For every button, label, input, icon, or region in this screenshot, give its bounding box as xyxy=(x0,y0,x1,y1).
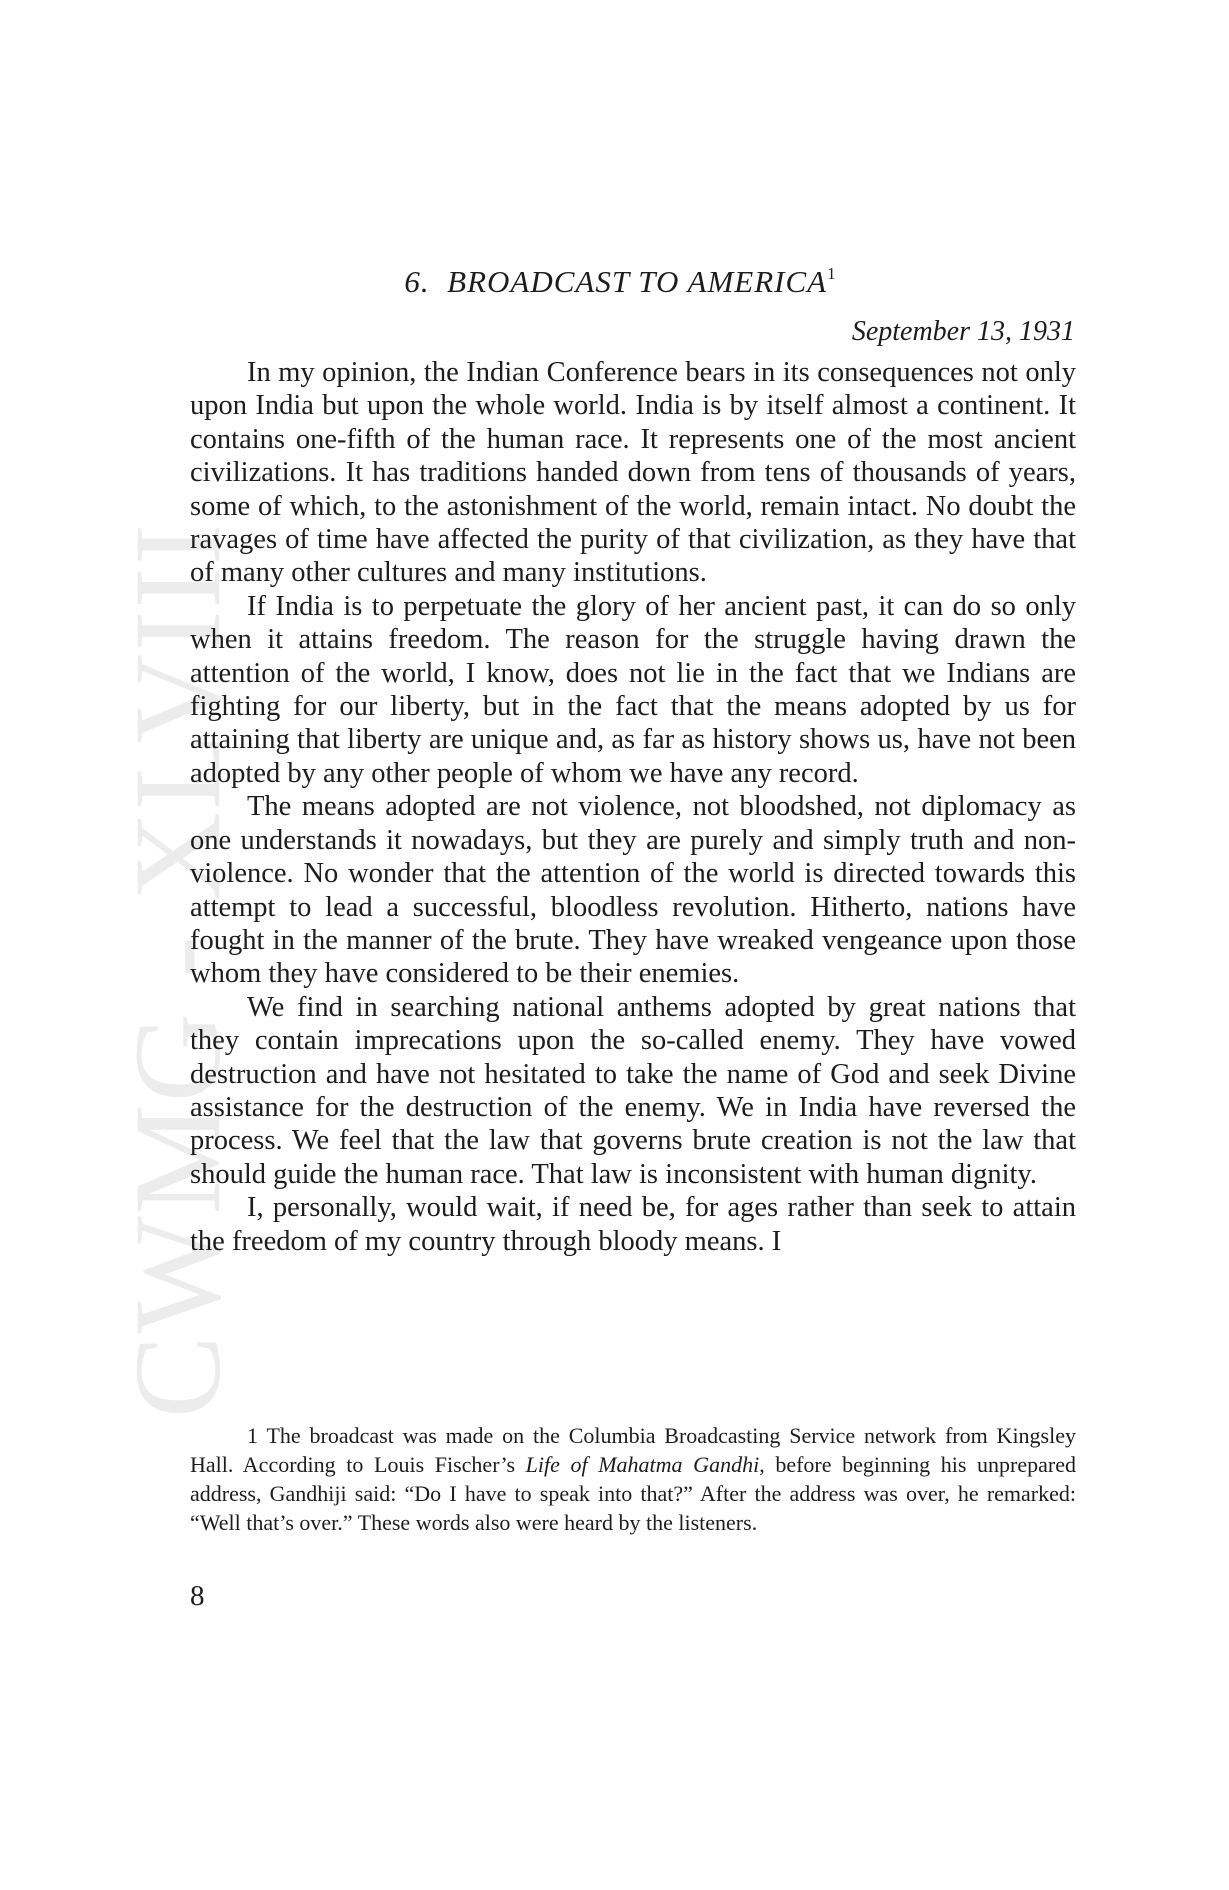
title-number: 6. xyxy=(404,264,430,299)
page-title xyxy=(160,254,1080,302)
letter-date: September 13, 1931 xyxy=(851,316,1075,347)
footnote-book-title: Life of Mahatma Gandhi xyxy=(525,1452,760,1477)
title-footnote-ref: 1 xyxy=(827,264,836,283)
footnote-text-before: The broadcast was made on the Columbia Broadcasting Service network from Kingsley Hall. According to Louis Fischer’s xyxy=(190,1423,1076,1477)
page-number: 8 xyxy=(190,1580,205,1612)
watermark-text: CWMG - XLVIII xyxy=(109,521,246,1419)
paragraph-2: If India is to perpetuate the glory of her ancient past, it can do so only when it attains freedom. The reason for the struggle having drawn the attention of the world, I know, does not lie in the fact that we Indians are fighting for our liberty, but in the fact that the means adopted by us for attaining that liberty are unique and, as far as history shows us, have not been adopted by any other people of whom we have any record. xyxy=(190,590,1076,789)
paragraph-3: The means adopted are not violence, not bloodshed, not diplomacy as one understands it nowadays, but they are purely and simply truth and non-violence. No wonder that the attention of the world is directed towards this attempt to lead a successful, bloodless revolution. Hitherto, nations have fought in the manner of the brute. They have wreaked vengeance upon those whom they have considered to be their enemies. xyxy=(190,791,1076,990)
footnote-text-after: , before beginning his unprepared address, Gandhiji said: “Do I have to speak into that?” After the address was over, he remarked: “Well that’s over.” These words also were heard by the listeners. xyxy=(190,1452,1076,1535)
footnote xyxy=(190,1421,1076,1537)
title-text: BROADCAST TO AMERICA xyxy=(447,264,828,299)
paragraph-1: In my opinion, the Indian Conference bears in its consequences not only upon India but upon the whole world. India is by itself almost a continent. It contains one-fifth of the human race. It represents one of the most ancient civilizations. It has traditions handed down from tens of thousands of years, some of which, to the astonishment of the world, remain intact. No doubt the ravages of time have affected the purity of that civilization, as they have that of many other cultures and many institutions. xyxy=(190,357,1076,589)
paragraph-5: I, personally, would wait, if need be, for ages rather than seek to attain the freedom of my country through bloody means. I xyxy=(190,1192,1076,1257)
paragraph-4: We find in searching national anthems adopted by great nations that they contain imprecations upon the so-called enemy. They have vowed destruction and have not hesitated to take the name of God and seek Divine assistance for the destruction of the enemy. We in India have reversed the process. We feel that the law that governs brute creation is not the law that should guide the human race. That law is inconsistent with human dignity. xyxy=(190,991,1076,1190)
footnote-mark: 1 xyxy=(247,1423,258,1448)
body-text xyxy=(190,356,1076,1258)
